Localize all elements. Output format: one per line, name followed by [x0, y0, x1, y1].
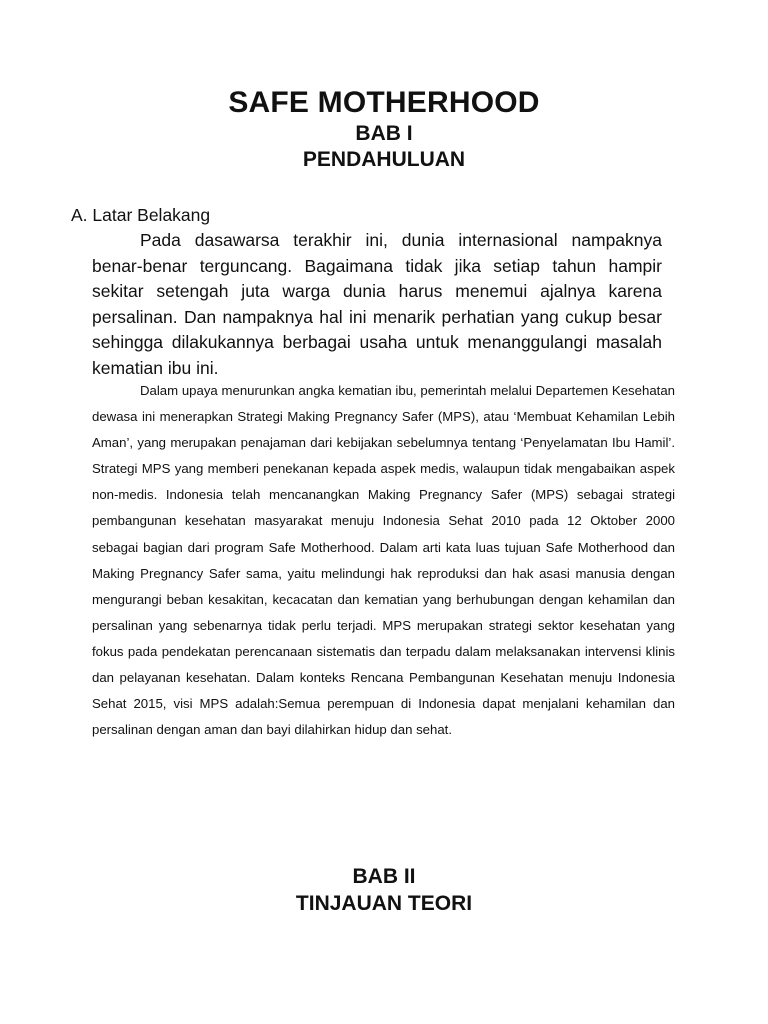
chapter-2-number: BAB II: [352, 865, 416, 888]
chapter-1-number: BAB I: [355, 122, 413, 145]
paragraph-mps-strategy: Dalam upaya menurunkan angka kematian ibu, pemerintah melalui Departemen Kesehatan dewasa ini menerapkan Strategi Making Pregnancy Safer (MPS), atau ‘Membuat Kehamilan Lebih Aman’, yang merupakan penajaman dari kebijakan sebelumnya tentang ‘Penyelamatan Ibu Hamil’. Strategi MPS yang memberi penekanan kepada aspek medis, walaupun tidak mengabaikan aspek non-medis. Indonesia telah mencanangkan Making Pregnancy Safer (MPS) sebagai strategi pembangunan kesehatan masyarakat menuju Indonesia Sehat 2010 pada 12 Oktober 2000 sebagai bagian dari program Safe Motherhood. Dalam arti kata luas tujuan Safe Motherhood dan Making Pregnancy Safer sama, yaitu melindungi hak reproduksi dan hak asasi manusia dengan mengurangi beban kesakitan, kecacatan dan kematian yang berhubungan dengan kehamilan dan persalinan yang sebenarnya tidak perlu terjadi. MPS merupakan strategi sektor kesehatan yang fokus pada pendekatan perencanaan sistematis dan terpadu dalam melaksanakan intervensi klinis dan pelayanan kesehatan. Dalam konteks Rencana Pembangunan Kesehatan menuju Indonesia Sehat 2015, visi MPS adalah:Semua perempuan di Indonesia dapat menjalani kehamilan dan persalinan dengan aman dan bayi dilahirkan hidup dan sehat.: [92, 383, 675, 738]
paragraph-intro: Pada dasawarsa terakhir ini, dunia internasional nampaknya benar-benar terguncang. Bagaimana tidak jika setiap tahun hampir sekitar setengah juta warga dunia harus menemui ajalnya karena persalinan. Dan nampaknya hal ini menarik perhatian yang cukup besar sehingga dilakukannya berbagai usaha untuk menanggulangi masalah kematian ibu ini.: [92, 230, 662, 378]
chapter-2-title: TINJAUAN TEORI: [295, 892, 473, 915]
chapter-1-title: PENDAHULUAN: [302, 148, 466, 171]
section-heading-latar-belakang: A. Latar Belakang: [71, 205, 211, 225]
document-title: SAFE MOTHERHOOD: [228, 86, 540, 119]
